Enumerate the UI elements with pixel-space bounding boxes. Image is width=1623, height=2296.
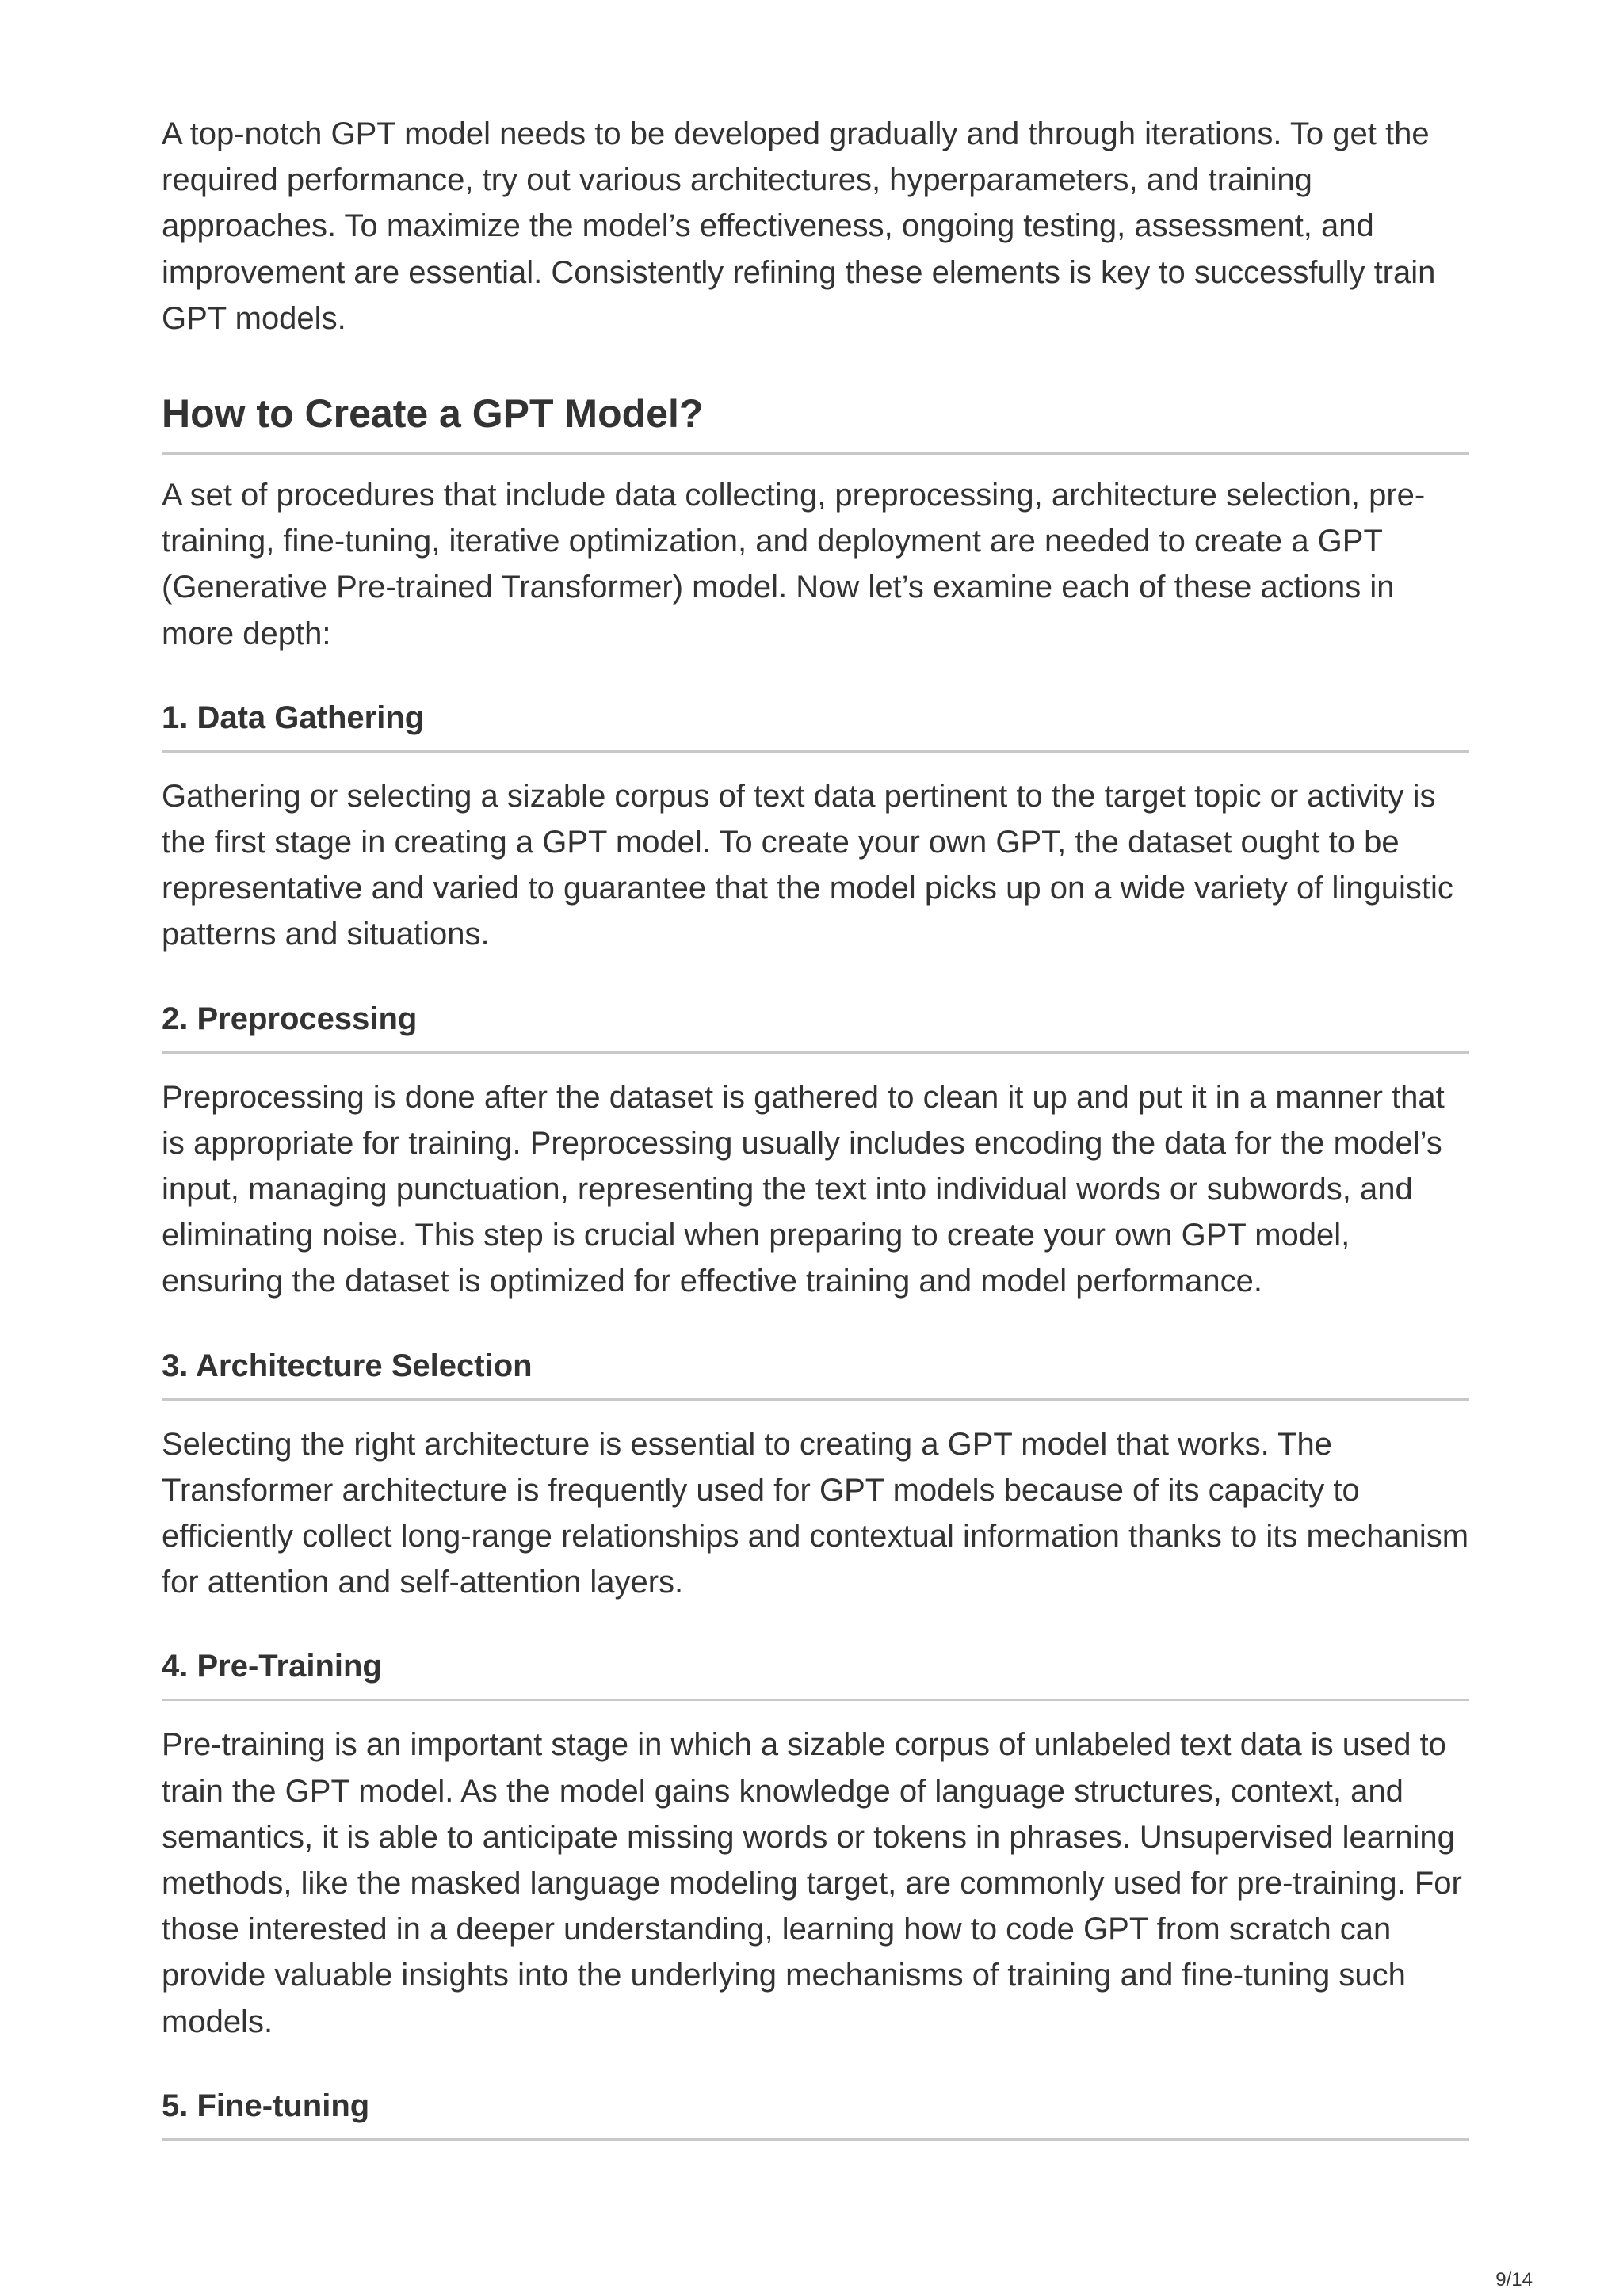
step-paragraph-preprocessing: Preprocessing is done after the dataset is gathered to clean it up and put it in a manner that is appropriate for training. Preprocessing usually includes encoding the data for the model’s input, managing punctuation, representing the text into individual words or subwords, and eliminating noise. This step is crucial when preparing to create your own GPT model, ensuring the dataset is optimized for effective training and model performance. — [162, 1079, 1445, 1299]
step-paragraph-architecture-selection: Selecting the right architecture is essential to creating a GPT model that works. The Transformer architecture is frequently used for GPT models because of its capacity to efficiently collect long-range relationships and contextual information thanks to its mechanism for attention and self-attention layers. — [162, 1426, 1469, 1600]
article-content — [162, 111, 1469, 2141]
step-heading-architecture-selection: 3. Architecture Selection — [162, 1344, 1469, 1401]
step-paragraph-pre-training: Pre-training is an important stage in which a sizable corpus of unlabeled text data is used to train the GPT model. As the model gains knowledge of language structures, context, and semantics, it is able to anticipate missing words or tokens in phrases. Unsupervised learning methods, like the masked language modeling target, are commonly used for pre-training. For those interested in a deeper understanding, learning how to code GPT from scratch can provide valuable insights into the underlying mechanisms of training and fine-tuning such models. — [162, 1727, 1462, 2039]
step-heading-fine-tuning: 5. Fine-tuning — [162, 2084, 1469, 2141]
step-heading-preprocessing: 2. Preprocessing — [162, 997, 1469, 1054]
section-paragraph: A set of procedures that include data collecting, preprocessing, architecture selection, pre-training, fine-tuning, iterative optimization, and deployment are needed to create a GPT (Generative Pre-trained Transformer) model. Now let’s examine each of these actions in more depth: — [162, 478, 1426, 651]
page-number: 9/14 — [1495, 2269, 1533, 2290]
section-heading: How to Create a GPT Model? — [162, 386, 1469, 455]
intro-paragraph: A top-notch GPT model needs to be developed gradually and through iterations. To get the required performance, try out various architectures, hyperparameters, and training approaches. To maximize the model’s effectiveness, ongoing testing, assessment, and improvement are essential. Consistently refining these elements is key to successfully train GPT models. — [162, 116, 1436, 336]
step-heading-data-gathering: 1. Data Gathering — [162, 696, 1469, 753]
step-heading-pre-training: 4. Pre-Training — [162, 1645, 1469, 1701]
step-paragraph-data-gathering: Gathering or selecting a sizable corpus of text data pertinent to the target topic or activity is the first stage in creating a GPT model. To create your own GPT, the dataset ought to be representative and varied to guarantee that the model picks up on a wide variety of linguistic patterns and situations. — [162, 778, 1453, 952]
